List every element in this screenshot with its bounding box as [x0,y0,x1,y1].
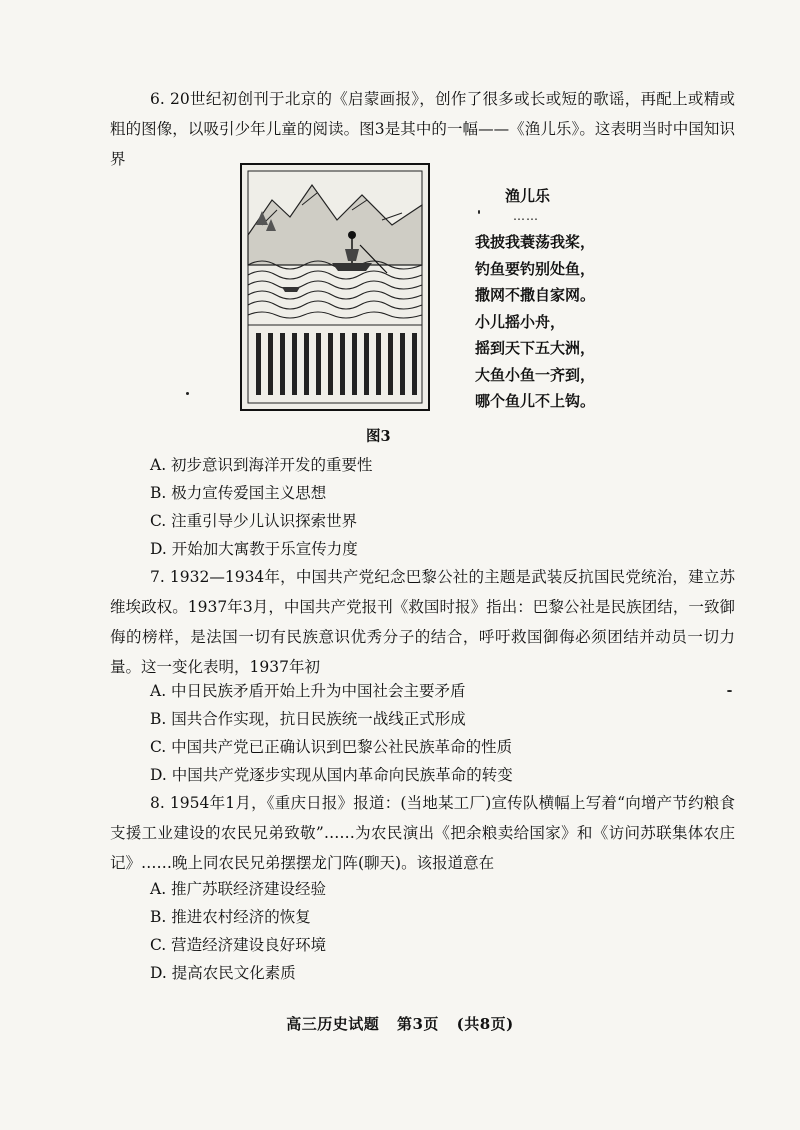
q8-option-d[interactable]: D. 提高农民文化素质 [150,964,296,982]
page-footer [0,1013,800,1034]
q6-option-b[interactable]: B. 极力宣传爱国主义思想 [150,484,327,502]
q7-option-a[interactable]: A. 中日民族矛盾开始上升为中国社会主要矛盾 [150,682,466,700]
poem-yu-er-le [475,183,625,415]
figure-caption: 图3 [366,428,391,445]
poem-title: 渔儿乐 [505,187,551,205]
poem-line: 摇到天下五大洲， [475,339,596,357]
poem-line: 哪个鱼儿不上钩。 [475,392,596,410]
footer-page-number: 第3页 [396,1015,439,1033]
q7-option-c[interactable]: C. 中国共产党已正确认识到巴黎公社民族革命的性质 [150,738,513,756]
footer-subject: 高三历史试题 [286,1015,380,1033]
poem-line: 我披我蓑荡我桨， [475,233,596,251]
scan-speck [478,210,480,214]
q6-option-a[interactable]: A. 初步意识到海洋开发的重要性 [150,456,373,474]
q8-option-b[interactable]: B. 推进农村经济的恢复 [150,908,311,926]
q8-option-c[interactable]: C. 营造经济建设良好环境 [150,936,327,954]
q7-option-b[interactable]: B. 国共合作实现，抗日民族统一战线正式形成 [150,710,466,728]
figure-3-woodblock-print [240,163,430,411]
poem-line: 钓鱼要钓别处鱼， [475,259,596,278]
q8-option-a[interactable]: A. 推广苏联经济建设经验 [150,880,327,898]
scan-speck [727,690,732,692]
q6-option-d[interactable]: D. 开始加大寓教于乐宣传力度 [150,540,358,558]
q7-stem: 7. 1932—1934年，中国共产党纪念巴黎公社的主题是武装反抗国民党统治，建立苏维埃政权。1937年3月，中国共产党报刊《救国时报》指出：巴黎公社是民族团结，一致御侮的榜样，是法国一切有民族意识优秀分子的结合，呼吁救国御侮必须团结并动员一切力量。这一变化表明，1937年初 [110,568,735,676]
q8-stem: 8. 1954年1月，《重庆日报》报道：(当地某工厂)宣传队横幅上写着“向增产节约粮食支援工业建设的农民兄弟致敬”……为农民演出《把余粮卖给国家》和《访问苏联集体农庄记》……晚上同农民兄弟摆摆龙门阵(聊天)。该报道意在 [110,794,735,872]
fisherman-illustration [242,165,428,409]
poem-line: 撒网不撒自家网。 [475,286,596,304]
poem-line: 小儿摇小舟， [475,312,566,331]
scan-speck [186,392,189,395]
q7-option-d[interactable]: D. 中国共产党逐步实现从国内革命向民族革命的转变 [150,766,513,784]
footer-total-pages: (共8页) [456,1015,514,1033]
q6-option-c[interactable]: C. 注重引导少儿认识探索世界 [150,512,358,530]
q6-stem: 6. 20世纪初创刊于北京的《启蒙画报》，创作了很多或长或短的歌谣，再配上或精或粗的图像，以吸引少年儿童的阅读。图3是其中的一幅——《渔儿乐》。这表明当时中国知识界 [110,90,735,168]
poem-line: 大鱼小鱼一齐到， [475,365,596,384]
poem-ellipsis: …… [513,209,539,223]
